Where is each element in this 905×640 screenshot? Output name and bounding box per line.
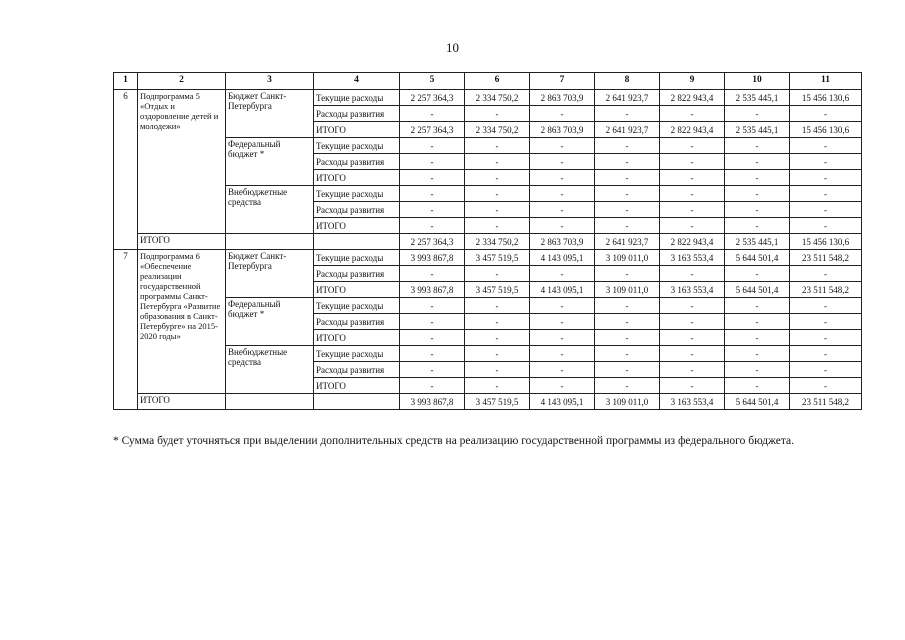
total-row	[114, 394, 862, 410]
funding-source: Федеральный бюджет *	[226, 138, 314, 186]
amount-cell: -	[595, 138, 660, 154]
expense-type: Текущие расходы	[314, 90, 400, 106]
expense-type: ИТОГО	[314, 170, 400, 186]
amount-cell: -	[530, 266, 595, 282]
amount-cell: -	[465, 378, 530, 394]
amount-cell: 3 109 011,0	[595, 250, 660, 266]
amount-cell: -	[530, 346, 595, 362]
amount-cell: -	[595, 378, 660, 394]
amount-cell: -	[725, 186, 790, 202]
amount-cell: -	[400, 266, 465, 282]
total-amount-cell: 2 535 445,1	[725, 234, 790, 250]
amount-cell: -	[400, 202, 465, 218]
amount-cell: -	[465, 266, 530, 282]
amount-cell: 23 511 548,2	[790, 282, 862, 298]
amount-cell: -	[530, 362, 595, 378]
empty-cell	[314, 394, 400, 410]
amount-cell: -	[660, 298, 725, 314]
amount-cell: -	[790, 186, 862, 202]
amount-cell: -	[595, 186, 660, 202]
column-header: 2	[138, 73, 226, 90]
amount-cell: -	[790, 154, 862, 170]
amount-cell: -	[725, 362, 790, 378]
total-amount-cell: 3 457 519,5	[465, 394, 530, 410]
amount-cell: 2 334 750,2	[465, 90, 530, 106]
amount-cell: -	[595, 218, 660, 234]
amount-cell: -	[790, 106, 862, 122]
amount-cell: -	[725, 346, 790, 362]
expense-type: ИТОГО	[314, 378, 400, 394]
amount-cell: -	[660, 202, 725, 218]
amount-cell: 2 822 943,4	[660, 90, 725, 106]
amount-cell: -	[660, 346, 725, 362]
row-number: 6	[114, 90, 138, 250]
table-row	[114, 250, 862, 266]
amount-cell: -	[660, 170, 725, 186]
amount-cell: 3 993 867,8	[400, 282, 465, 298]
amount-cell: -	[465, 314, 530, 330]
amount-cell: -	[660, 186, 725, 202]
funding-source: Внебюджетные средства	[226, 346, 314, 394]
empty-cell	[226, 234, 314, 250]
amount-cell: -	[725, 330, 790, 346]
amount-cell: -	[595, 330, 660, 346]
column-header: 10	[725, 73, 790, 90]
expense-type: ИТОГО	[314, 330, 400, 346]
empty-cell	[226, 394, 314, 410]
total-label: ИТОГО	[138, 394, 226, 410]
amount-cell: -	[790, 298, 862, 314]
amount-cell: -	[530, 378, 595, 394]
amount-cell: 2 822 943,4	[660, 122, 725, 138]
amount-cell: 3 993 867,8	[400, 250, 465, 266]
amount-cell: -	[660, 138, 725, 154]
expense-type: Расходы развития	[314, 154, 400, 170]
amount-cell: -	[660, 218, 725, 234]
amount-cell: -	[790, 138, 862, 154]
amount-cell: -	[595, 154, 660, 170]
table-body	[114, 90, 862, 410]
total-row	[114, 234, 862, 250]
amount-cell: -	[660, 378, 725, 394]
amount-cell: -	[790, 202, 862, 218]
amount-cell: 3 457 519,5	[465, 282, 530, 298]
expense-type: ИТОГО	[314, 122, 400, 138]
amount-cell: 4 143 095,1	[530, 250, 595, 266]
total-amount-cell: 3 163 553,4	[660, 394, 725, 410]
amount-cell: -	[660, 362, 725, 378]
total-amount-cell: 2 641 923,7	[595, 234, 660, 250]
expense-type: Текущие расходы	[314, 186, 400, 202]
amount-cell: -	[790, 346, 862, 362]
amount-cell: -	[530, 106, 595, 122]
amount-cell: -	[660, 154, 725, 170]
amount-cell: -	[595, 266, 660, 282]
amount-cell: -	[400, 378, 465, 394]
amount-cell: -	[595, 346, 660, 362]
funding-source: Федеральный бюджет *	[226, 298, 314, 346]
amount-cell: -	[725, 154, 790, 170]
amount-cell: 3 163 553,4	[660, 250, 725, 266]
amount-cell: -	[725, 314, 790, 330]
amount-cell: -	[400, 362, 465, 378]
amount-cell: -	[530, 186, 595, 202]
amount-cell: -	[595, 298, 660, 314]
amount-cell: -	[465, 186, 530, 202]
amount-cell: -	[400, 138, 465, 154]
amount-cell: -	[725, 106, 790, 122]
amount-cell: -	[725, 378, 790, 394]
amount-cell: 3 457 519,5	[465, 250, 530, 266]
header-row	[114, 73, 862, 90]
column-header: 7	[530, 73, 595, 90]
amount-cell: -	[465, 170, 530, 186]
amount-cell: -	[790, 362, 862, 378]
total-amount-cell: 3 109 011,0	[595, 394, 660, 410]
amount-cell: -	[725, 266, 790, 282]
amount-cell: 2 535 445,1	[725, 122, 790, 138]
total-amount-cell: 2 863 703,9	[530, 234, 595, 250]
amount-cell: 2 863 703,9	[530, 122, 595, 138]
funding-source: Бюджет Санкт-Петербурга	[226, 90, 314, 138]
amount-cell: -	[660, 314, 725, 330]
amount-cell: 3 109 011,0	[595, 282, 660, 298]
amount-cell: -	[530, 330, 595, 346]
amount-cell: -	[400, 346, 465, 362]
amount-cell: -	[465, 106, 530, 122]
empty-cell	[314, 234, 400, 250]
amount-cell: -	[790, 314, 862, 330]
column-header: 3	[226, 73, 314, 90]
expense-type: Текущие расходы	[314, 346, 400, 362]
amount-cell: -	[465, 218, 530, 234]
amount-cell: -	[595, 170, 660, 186]
amount-cell: 2 641 923,7	[595, 90, 660, 106]
amount-cell: -	[465, 202, 530, 218]
amount-cell: 3 163 553,4	[660, 282, 725, 298]
expense-type: Текущие расходы	[314, 298, 400, 314]
amount-cell: -	[530, 218, 595, 234]
page-number: 10	[446, 40, 459, 55]
table-row	[114, 346, 862, 362]
amount-cell: 23 511 548,2	[790, 250, 862, 266]
expense-type: Расходы развития	[314, 314, 400, 330]
amount-cell: -	[465, 298, 530, 314]
amount-cell: -	[725, 298, 790, 314]
total-amount-cell: 3 993 867,8	[400, 394, 465, 410]
amount-cell: -	[465, 346, 530, 362]
column-header: 6	[465, 73, 530, 90]
amount-cell: -	[400, 186, 465, 202]
amount-cell: -	[790, 170, 862, 186]
amount-cell: -	[530, 314, 595, 330]
budget-table	[113, 72, 862, 410]
amount-cell: -	[595, 362, 660, 378]
amount-cell: -	[660, 330, 725, 346]
expense-type: Текущие расходы	[314, 250, 400, 266]
amount-cell: -	[400, 330, 465, 346]
subprogram-name: Подпрограмма 5 «Отдых и оздоровление детей и молодежи»	[138, 90, 226, 234]
amount-cell: -	[595, 202, 660, 218]
amount-cell: 5 644 501,4	[725, 250, 790, 266]
amount-cell: -	[465, 362, 530, 378]
amount-cell: 2 535 445,1	[725, 90, 790, 106]
total-amount-cell: 5 644 501,4	[725, 394, 790, 410]
amount-cell: -	[530, 138, 595, 154]
column-header: 11	[790, 73, 862, 90]
amount-cell: -	[790, 378, 862, 394]
column-header: 9	[660, 73, 725, 90]
column-header: 1	[114, 73, 138, 90]
amount-cell: -	[465, 138, 530, 154]
amount-cell: -	[790, 218, 862, 234]
amount-cell: -	[530, 154, 595, 170]
amount-cell: -	[790, 330, 862, 346]
amount-cell: 2 257 364,3	[400, 122, 465, 138]
table-row	[114, 90, 862, 106]
amount-cell: -	[465, 330, 530, 346]
amount-cell: -	[725, 170, 790, 186]
amount-cell: -	[400, 218, 465, 234]
amount-cell: -	[660, 266, 725, 282]
column-header: 8	[595, 73, 660, 90]
amount-cell: -	[725, 202, 790, 218]
table-row	[114, 138, 862, 154]
funding-source: Бюджет Санкт-Петербурга	[226, 250, 314, 298]
expense-type: Расходы развития	[314, 106, 400, 122]
total-amount-cell: 23 511 548,2	[790, 394, 862, 410]
amount-cell: -	[400, 106, 465, 122]
footnote: * Сумма будет уточняться при выделении дополнительных средств на реализацию государственной программы из федерального бюджета.	[113, 435, 794, 447]
total-amount-cell: 2 257 364,3	[400, 234, 465, 250]
expense-type: Расходы развития	[314, 362, 400, 378]
amount-cell: -	[595, 314, 660, 330]
amount-cell: -	[465, 154, 530, 170]
column-header: 5	[400, 73, 465, 90]
amount-cell: -	[400, 154, 465, 170]
amount-cell: -	[595, 106, 660, 122]
total-label: ИТОГО	[138, 234, 226, 250]
amount-cell: 2 641 923,7	[595, 122, 660, 138]
funding-source: Внебюджетные средства	[226, 186, 314, 234]
amount-cell: 2 257 364,3	[400, 90, 465, 106]
amount-cell: -	[725, 138, 790, 154]
amount-cell: 5 644 501,4	[725, 282, 790, 298]
row-number: 7	[114, 250, 138, 410]
amount-cell: 15 456 130,6	[790, 122, 862, 138]
amount-cell: -	[400, 170, 465, 186]
amount-cell: -	[530, 170, 595, 186]
expense-type: Текущие расходы	[314, 138, 400, 154]
subprogram-name: Подпрограмма 6 «Обеспечение реализации государственной программы Санкт-Петербурга «Развитие образования в Санкт-Петербурге» на 2015-2020 годы»	[138, 250, 226, 394]
amount-cell: 2 334 750,2	[465, 122, 530, 138]
amount-cell: -	[530, 298, 595, 314]
expense-type: Расходы развития	[314, 202, 400, 218]
expense-type: Расходы развития	[314, 266, 400, 282]
table-row	[114, 186, 862, 202]
total-amount-cell: 15 456 130,6	[790, 234, 862, 250]
column-header: 4	[314, 73, 400, 90]
amount-cell: 15 456 130,6	[790, 90, 862, 106]
amount-cell: 2 863 703,9	[530, 90, 595, 106]
total-amount-cell: 4 143 095,1	[530, 394, 595, 410]
expense-type: ИТОГО	[314, 218, 400, 234]
amount-cell: -	[790, 266, 862, 282]
amount-cell: -	[725, 218, 790, 234]
amount-cell: -	[530, 202, 595, 218]
expense-type: ИТОГО	[314, 282, 400, 298]
total-amount-cell: 2 822 943,4	[660, 234, 725, 250]
amount-cell: 4 143 095,1	[530, 282, 595, 298]
amount-cell: -	[660, 106, 725, 122]
amount-cell: -	[400, 298, 465, 314]
total-amount-cell: 2 334 750,2	[465, 234, 530, 250]
table-row	[114, 298, 862, 314]
amount-cell: -	[400, 314, 465, 330]
